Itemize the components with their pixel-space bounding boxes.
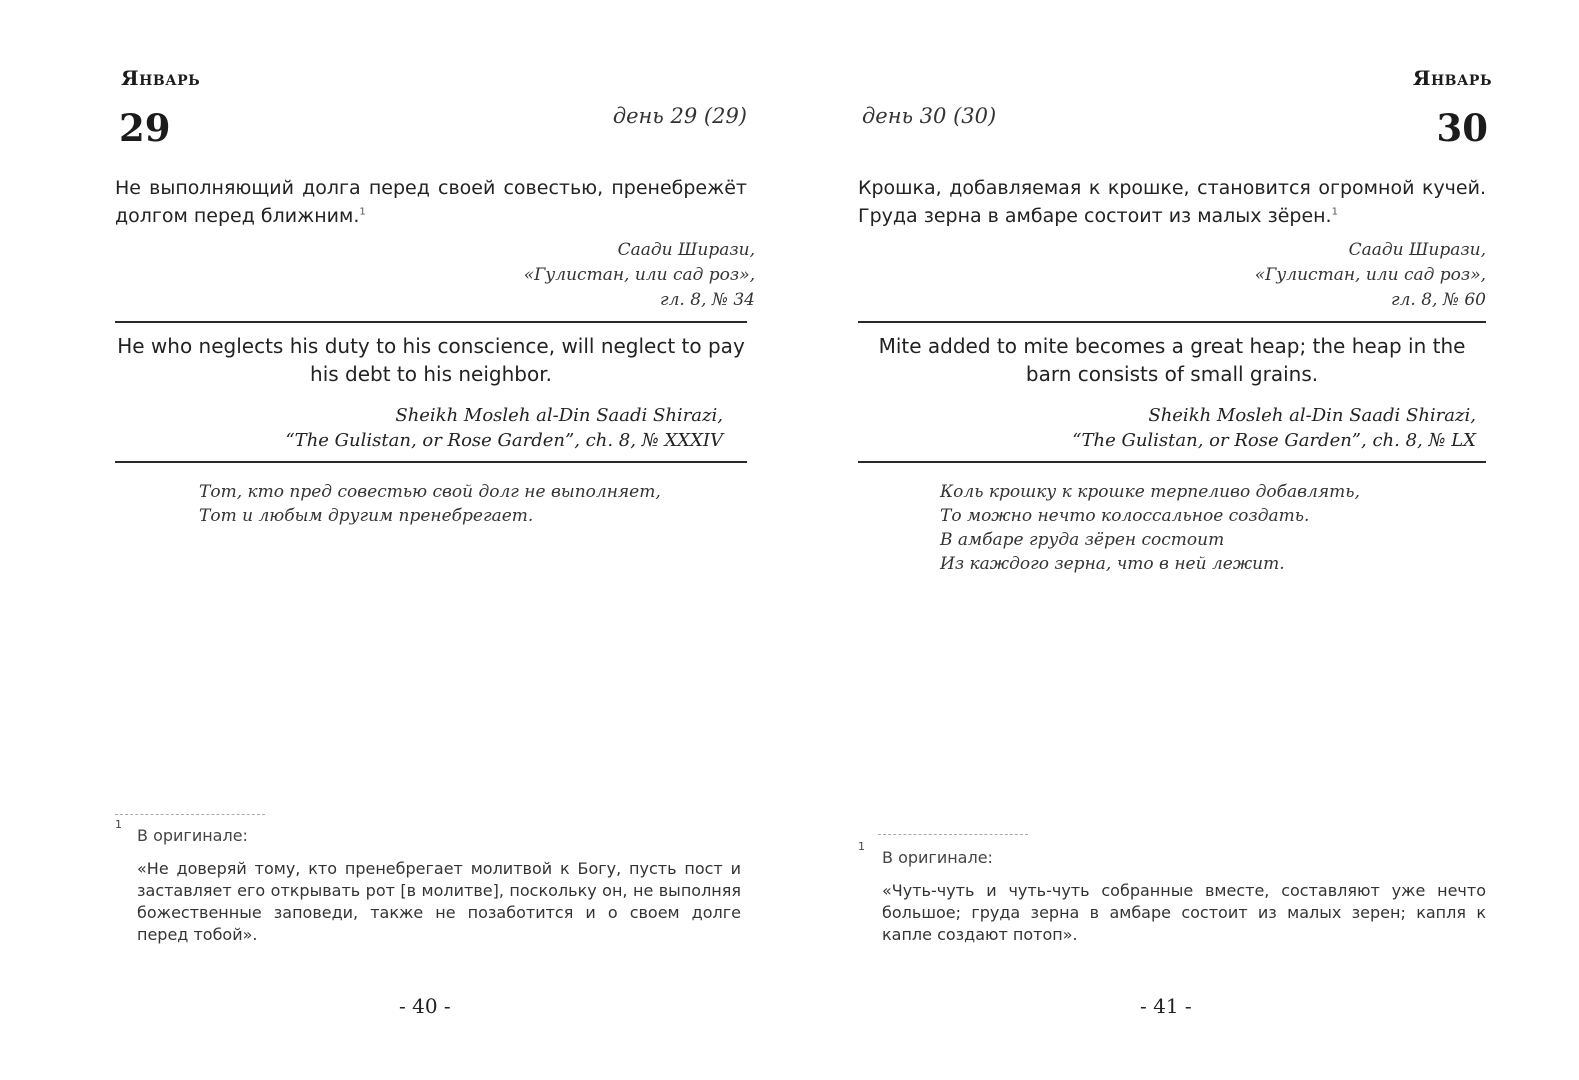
attribution-line: «Гулистан, или сад роз»,	[1254, 265, 1486, 285]
attribution-line: гл. 8, № 60	[1391, 290, 1486, 310]
russian-quote	[115, 174, 747, 230]
russian-attribution	[858, 238, 1486, 313]
footnote-divider	[115, 814, 265, 815]
footnote-reference: 1	[359, 206, 366, 218]
attribution-line: Sheikh Mosleh al-Din Saadi Shirazi,	[395, 405, 723, 426]
divider	[858, 321, 1486, 323]
footnote-mark: 1	[115, 818, 122, 831]
poem-line: Тот и любым другим пренебрегает.	[199, 506, 534, 526]
poem-line: То можно нечто колоссальное создать.	[940, 506, 1310, 526]
russian-quote-text: Не выполняющий долга перед своей совестью, пренебрежёт долгом перед ближним.	[115, 177, 747, 227]
footnote-divider	[878, 834, 1028, 835]
page-number: - 41 -	[1140, 994, 1192, 1018]
attribution-line: “The Gulistan, or Rose Garden”, ch. 8, № LX	[1072, 430, 1476, 451]
english-quote: He who neglects his duty to his conscience, will neglect to pay his debt to his neighbor.	[117, 334, 745, 386]
attribution-line: Саади Ширази,	[1348, 240, 1486, 260]
attribution-line: Sheikh Mosleh al-Din Saadi Shirazi,	[1148, 405, 1476, 426]
footnote-reference: 1	[1331, 206, 1338, 218]
footnote-label: В оригинале:	[137, 826, 248, 845]
day-of-year: день 29 (29)	[612, 104, 747, 128]
russian-quote-text: Крошка, добавляемая к крошке, становится огромной кучей. Груда зерна в амбаре состоит из малых зёрен.	[858, 177, 1486, 227]
attribution-line: Саади Ширази,	[617, 240, 755, 260]
poem-line: В амбаре груда зёрен состоит	[940, 530, 1225, 550]
poem	[940, 480, 1480, 576]
divider	[858, 461, 1486, 463]
month-heading: Январь	[1412, 66, 1492, 90]
footnote-text: «Чуть-чуть и чуть-чуть собранные вместе, составляют уже нечто большое; груда зерна в амбаре состоит из малых зерен; капля к капле создают потоп».	[882, 881, 1486, 944]
divider	[115, 321, 747, 323]
poem-line: Тот, кто пред совестью свой долг не выполняет,	[199, 482, 661, 502]
day-number: 30	[1436, 106, 1488, 150]
russian-quote	[858, 174, 1486, 230]
page-number: - 40 -	[399, 994, 451, 1018]
left-page	[115, 0, 755, 1080]
divider	[115, 461, 747, 463]
footnote-label: В оригинале:	[882, 848, 993, 867]
poem-line: Из каждого зерна, что в ней лежит.	[940, 554, 1285, 574]
footnote-text: «Не доверяй тому, кто пренебрегает молитвой к Богу, пусть пост и заставляет его открывать рот [в молитве], поскольку он, не выполняя божественные заповеди, также не позаботится и о своем долге перед тобой».	[137, 859, 741, 944]
poem-line: Коль крошку к крошке терпеливо добавлять,	[940, 482, 1360, 502]
attribution-line: «Гулистан, или сад роз»,	[523, 265, 755, 285]
footnote-mark: 1	[858, 840, 865, 853]
day-number: 29	[119, 106, 171, 150]
attribution-line: “The Gulistan, or Rose Garden”, ch. 8, № XXXIV	[285, 430, 723, 451]
english-quote: Mite added to mite becomes a great heap; the heap in the barn consists of small grains.	[878, 334, 1466, 386]
month-heading: Январь	[121, 66, 201, 90]
right-page	[858, 0, 1498, 1080]
english-attribution	[858, 403, 1476, 453]
english-attribution	[115, 403, 723, 453]
attribution-line: гл. 8, № 34	[660, 290, 755, 310]
poem	[199, 480, 739, 528]
day-of-year: день 30 (30)	[862, 104, 997, 128]
russian-attribution	[127, 238, 755, 313]
